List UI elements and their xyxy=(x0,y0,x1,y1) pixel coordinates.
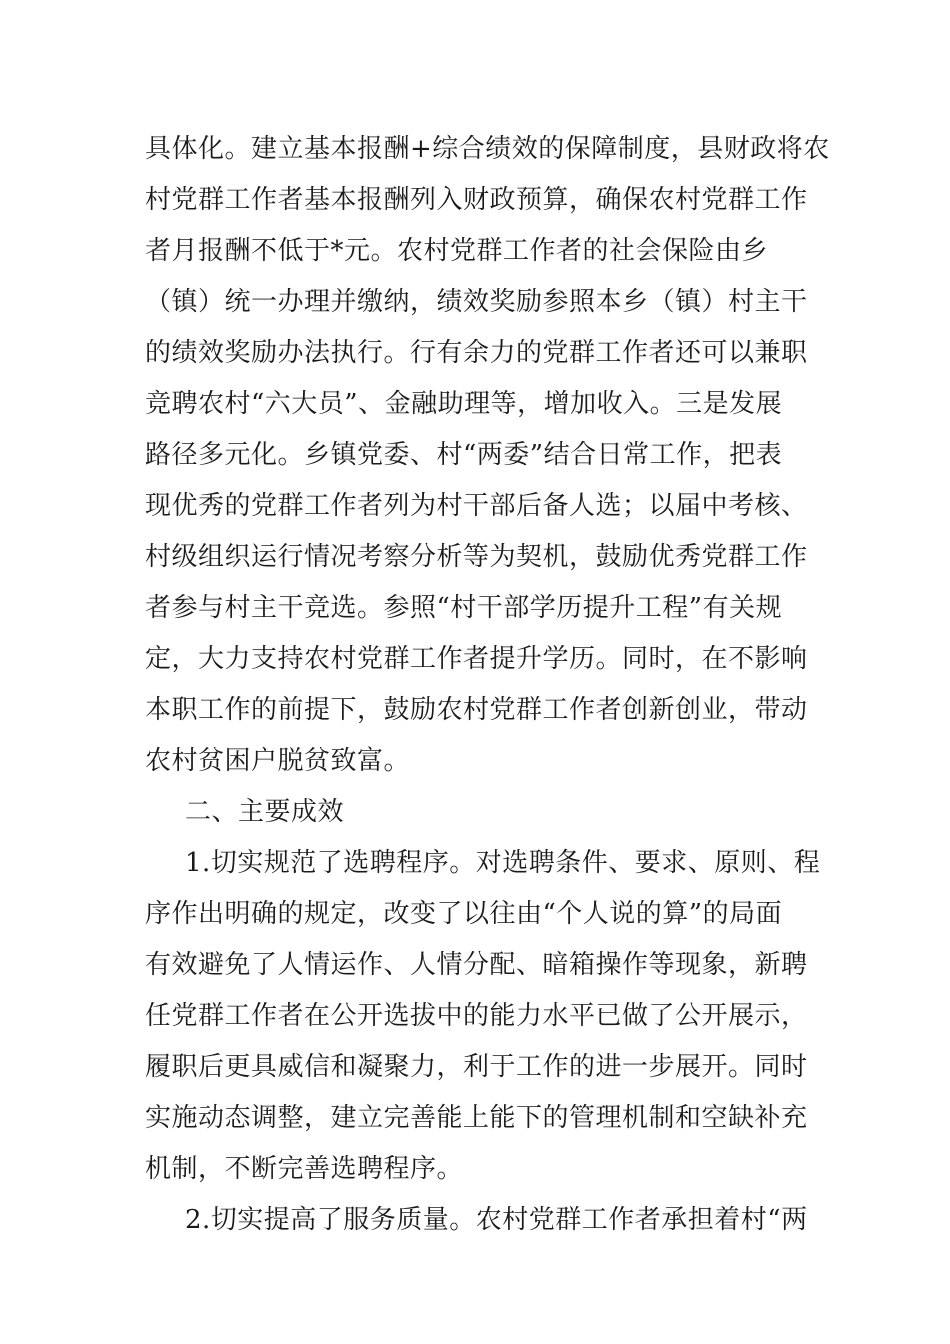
text-line: 任党群工作者在公开选拔中的能力水平已做了公开展示， xyxy=(145,1001,808,1031)
text-line: 者参与村主干竞选。参照“村干部学历提升工程”有关规 xyxy=(145,593,783,623)
text-line: 村党群工作者基本报酬列入财政预算，确保农村党群工作 xyxy=(145,185,808,215)
text-line: 定，大力支持农村党群工作者提升学历。同时，在不影响 xyxy=(145,644,808,674)
text-line: 路径多元化。乡镇党委、村“两委”结合日常工作，把表 xyxy=(145,440,783,470)
text-line: 实施动态调整，建立完善能上能下的管理机制和空缺补充 xyxy=(145,1103,808,1133)
text-line: 履职后更具威信和凝聚力，利于工作的进一步展开。同时 xyxy=(145,1052,808,1082)
section-heading: 二、主要成效 xyxy=(185,797,345,827)
text-line: 1.切实规范了选聘程序。对选聘条件、要求、原则、程 xyxy=(185,848,821,878)
text-line: 具体化。建立基本报酬+综合绩效的保障制度，县财政将农 xyxy=(145,134,830,164)
text-line: 竞聘农村“六大员”、金融助理等，增加收入。三是发展 xyxy=(145,389,783,419)
text-line: 者月报酬不低于*元。农村党群工作者的社会保险由乡 xyxy=(145,236,769,266)
text-line: 村级组织运行情况考察分析等为契机，鼓励优秀党群工作 xyxy=(145,542,808,572)
text-line: 的绩效奖励办法执行。行有余力的党群工作者还可以兼职 xyxy=(145,338,808,368)
text-line: （镇）统一办理并缴纳，绩效奖励参照本乡（镇）村主干 xyxy=(145,287,808,317)
text-line: 现优秀的党群工作者列为村干部后备人选；以届中考核、 xyxy=(145,491,808,521)
text-line: 有效避免了人情运作、人情分配、暗箱操作等现象，新聘 xyxy=(145,950,808,980)
text-line: 2.切实提高了服务质量。农村党群工作者承担着村“两 xyxy=(185,1205,808,1235)
text-line: 本职工作的前提下，鼓励农村党群工作者创新创业，带动 xyxy=(145,695,808,725)
text-line: 机制，不断完善选聘程序。 xyxy=(145,1154,464,1184)
text-line: 序作出明确的规定，改变了以往由“个人说的算”的局面 xyxy=(145,899,783,929)
text-line: 农村贫困户脱贫致富。 xyxy=(145,746,411,776)
